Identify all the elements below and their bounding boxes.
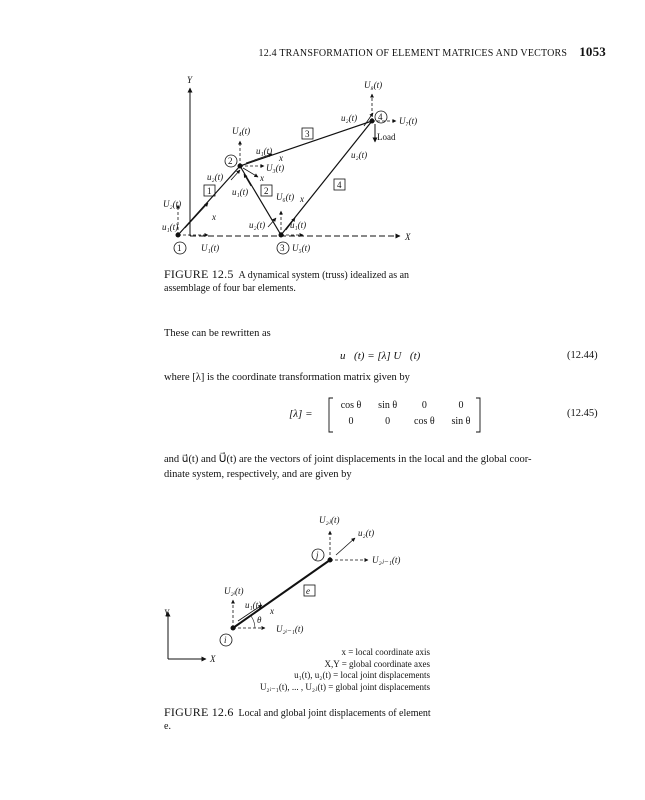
label-U4: U₄(t) xyxy=(232,126,251,136)
label-x-node1: x xyxy=(212,212,216,222)
matrix-cell: 0 xyxy=(348,416,354,427)
fig2-label-theta: θ xyxy=(257,615,262,625)
fig2-label-Y: Y xyxy=(164,608,170,618)
label-u1-node1: u₁(t) xyxy=(162,222,179,232)
element-box-3 xyxy=(302,128,313,139)
label-U3: U₃(t) xyxy=(266,163,285,173)
figure-12-6-legend xyxy=(210,647,430,693)
figure-12-6-text: Local and global joint displacements of element e. xyxy=(164,708,431,732)
label-X: X xyxy=(405,232,411,242)
figure-12-6-label: FIGURE 12.6 xyxy=(164,705,234,719)
text-rewritten: These can be rewritten as xyxy=(164,328,271,339)
page-number: 1053 xyxy=(579,44,606,59)
svg-text:3: 3 xyxy=(280,243,285,253)
fig2-label-U2j: U₂ⱼ(t) xyxy=(319,515,340,525)
svg-text:1: 1 xyxy=(207,186,212,196)
legend-line: X,Y = global coordinate axes xyxy=(324,658,430,669)
text-vectors-line2: dinate system, respectively, and are given by xyxy=(164,469,352,480)
node-label-1 xyxy=(174,242,186,254)
svg-text:2: 2 xyxy=(264,186,269,196)
header-section: 12.4 TRANSFORMATION OF ELEMENT MATRICES AND VECTORS xyxy=(258,48,568,59)
fig2-label-x: x xyxy=(270,606,274,616)
label-U6: U₆(t) xyxy=(276,192,295,202)
text-vectors xyxy=(164,452,614,482)
fig2-label-U2i-1: U₂ᵢ₋₁(t) xyxy=(276,624,304,634)
transformation-matrix xyxy=(336,400,476,427)
svg-text:2: 2 xyxy=(228,156,233,166)
equation-12-45-number: (12.45) xyxy=(567,408,598,419)
svg-text:4: 4 xyxy=(337,180,342,190)
matrix-row-2 xyxy=(336,416,476,427)
matrix-row-1 xyxy=(336,400,476,411)
label-u1-node2b: u₁(t) xyxy=(232,187,249,197)
label-u1-node3: u₁(t) xyxy=(290,220,307,230)
svg-text:3: 3 xyxy=(305,129,310,139)
fig2-label-U2i: U₂ᵢ(t) xyxy=(224,586,244,596)
matrix-cell: 0 xyxy=(458,400,464,411)
figure-12-5-caption xyxy=(164,268,434,295)
figure-12-6-caption xyxy=(164,706,434,733)
element-box-1 xyxy=(204,185,215,196)
text-where-lambda: where [λ] is the coordinate transformation matrix given by xyxy=(164,372,410,383)
svg-text:e: e xyxy=(306,586,310,596)
svg-text:j: j xyxy=(316,550,319,560)
matrix-cell: cos θ xyxy=(340,400,362,411)
label-u2-node3: u₂(t) xyxy=(249,220,266,230)
node-label-2 xyxy=(225,155,237,167)
svg-text:i: i xyxy=(224,635,227,645)
equation-12-44: u⃗(t) = [λ] U⃗(t) xyxy=(340,350,421,362)
equation-12-45-lhs: [λ] = xyxy=(289,408,313,420)
element-box-4 xyxy=(334,179,345,190)
node-label-4 xyxy=(375,111,387,123)
fig2-label-U2j-1: U₂ⱼ₋₁(t) xyxy=(372,555,401,565)
label-Y: Y xyxy=(187,75,193,85)
figure-12-5-label: FIGURE 12.5 xyxy=(164,267,234,281)
matrix-cell: sin θ xyxy=(451,416,471,427)
label-x-node3: x xyxy=(300,194,304,204)
label-U8: U₈(t) xyxy=(364,80,383,90)
fig2-node-label-j xyxy=(312,549,324,561)
label-u2-node2: u₂(t) xyxy=(207,172,224,182)
matrix-cell: cos θ xyxy=(414,416,435,427)
legend-line: x = local coordinate axis xyxy=(341,647,430,657)
arrow-u1-node1 xyxy=(185,203,208,228)
label-U1: U₁(t) xyxy=(201,243,220,253)
label-U5: U₅(t) xyxy=(292,243,311,253)
label-U7: U₇(t) xyxy=(399,116,418,126)
fig2-label-X: X xyxy=(210,654,216,664)
node-label-3 xyxy=(277,242,289,254)
matrix-left-bracket xyxy=(329,398,333,432)
fig2-element-box xyxy=(304,585,315,596)
fig2-label-u1: u₁(t) xyxy=(245,600,262,610)
fig2-label-u2: u₂(t) xyxy=(358,528,375,538)
label-x-node2b: x xyxy=(260,173,264,183)
text-vectors-line1: and u⃗(t) and U⃗(t) are the vectors of joint displacements in the local and the global coor- xyxy=(164,454,532,465)
fig2-element-bar xyxy=(233,560,330,628)
label-u2-node4: u₂(t) xyxy=(341,113,358,123)
label-u1-node2: u₁(t) xyxy=(256,146,273,156)
matrix-cell: sin θ xyxy=(378,400,398,411)
element-box-2 xyxy=(261,185,272,196)
fig2-theta-arc xyxy=(251,616,255,628)
legend-line: U₂ᵢ₋₁(t), ... , U₂ⱼ(t) = global joint displacements xyxy=(259,681,430,692)
label-x-node2: x xyxy=(279,153,283,163)
fig2-node-label-i xyxy=(220,634,232,646)
matrix-right-bracket xyxy=(476,398,480,432)
arrow-u1-node2b xyxy=(244,174,251,186)
matrix-cell: 0 xyxy=(385,416,391,427)
fig2-arrow-u2 xyxy=(336,538,355,555)
label-U2: U₂(t) xyxy=(163,199,182,209)
svg-text:4: 4 xyxy=(378,112,383,122)
label-load: Load xyxy=(377,132,396,142)
label-u1-node4: u₂(t) xyxy=(351,150,368,160)
matrix-cell: 0 xyxy=(421,400,427,411)
legend-line: u₁(t), u₂(t) = local joint displacements xyxy=(294,670,430,680)
figure-12-5-text: A dynamical system (truss) idealized as an assemblage of four bar elements. xyxy=(164,270,410,294)
equation-12-44-number: (12.44) xyxy=(567,350,598,361)
svg-text:1: 1 xyxy=(177,243,182,253)
